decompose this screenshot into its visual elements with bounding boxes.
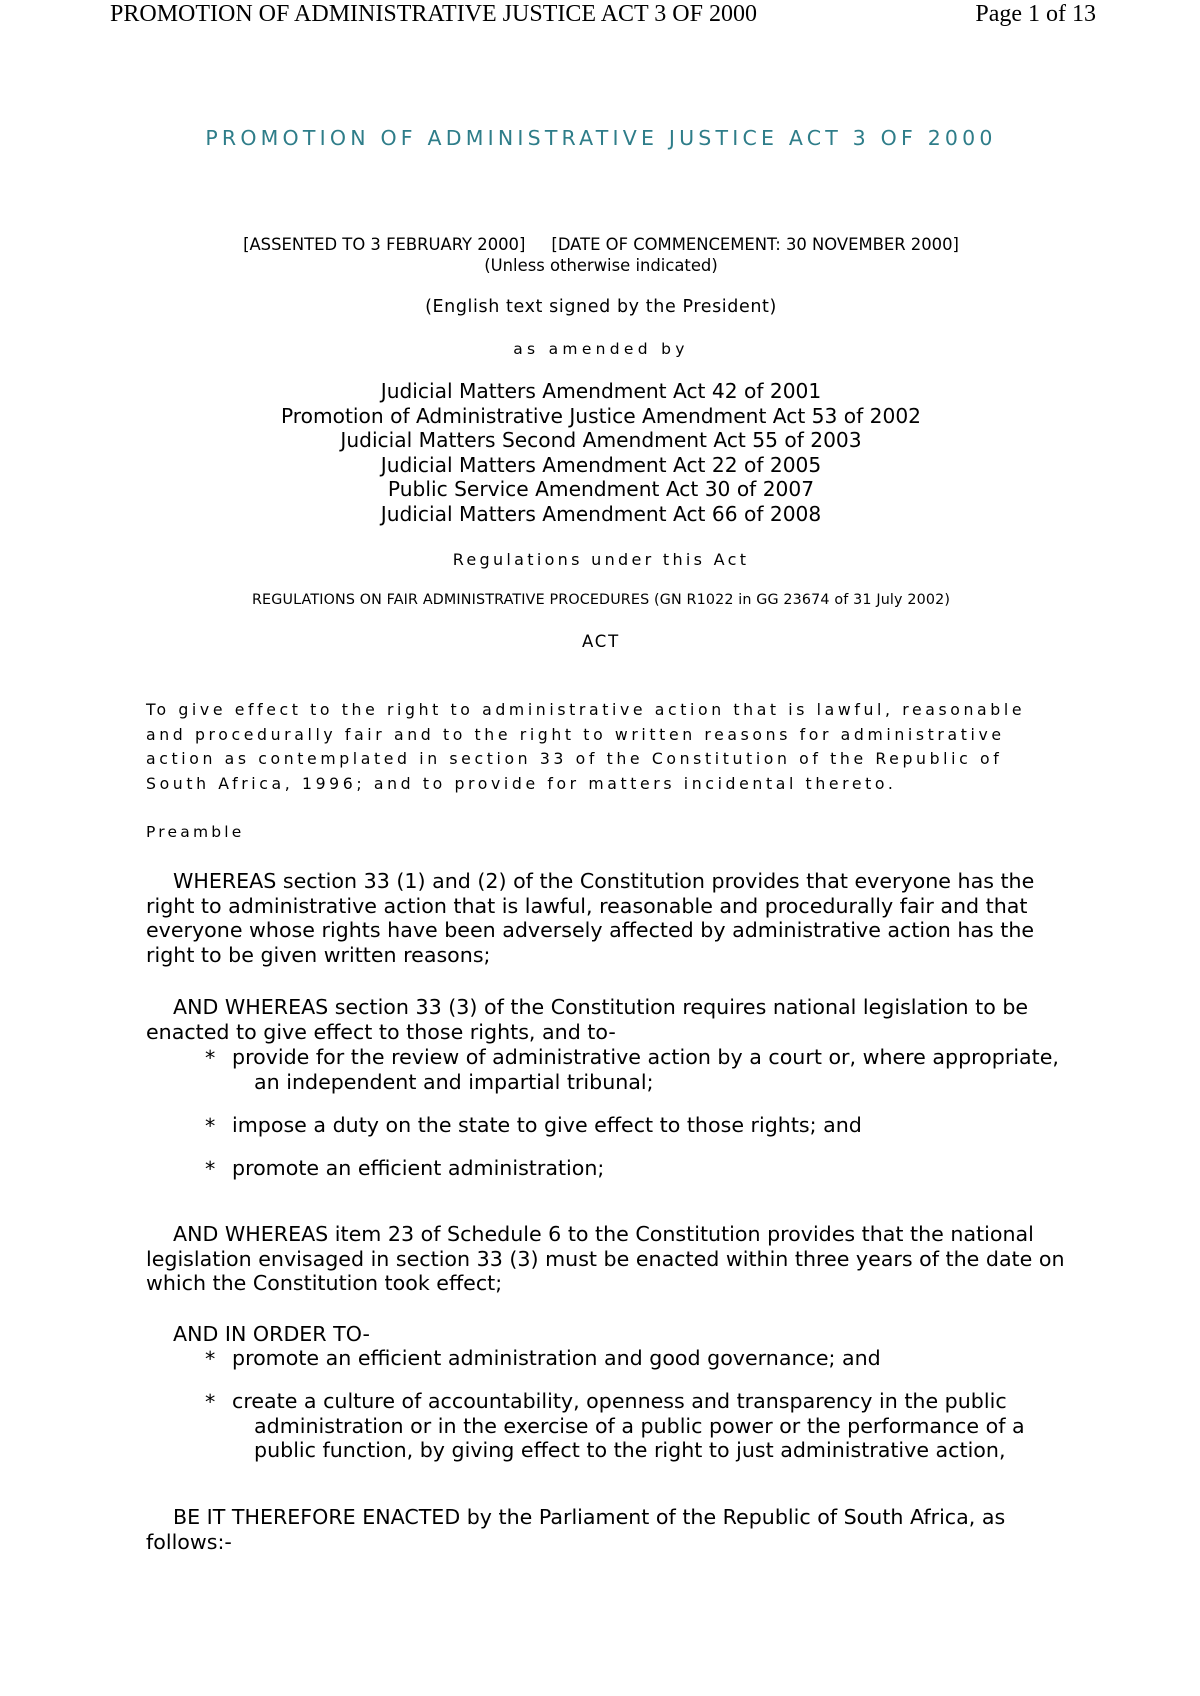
asterisk-icon: * [205,1347,216,1371]
preamble-paragraph [146,1222,1066,1296]
assent-note: (Unless otherwise indicated) [484,256,718,275]
paragraph-text: BE IT THEREFORE ENACTED by the Parliament of the Republic of South Africa, as follows:- [146,1505,1006,1554]
bullet-item [146,1389,1066,1463]
bullet-item [146,1113,1066,1138]
preamble-paragraph [146,1322,1066,1347]
amendment-item[interactable]: Judicial Matters Amendment Act 22 of 2005 [380,452,822,477]
bullet-text: impose a duty on the state to give effect to those rights; and [232,1113,862,1137]
regulations-heading: Regulations under this Act [452,550,750,569]
running-header [0,0,1200,34]
bullet-text: create a culture of accountability, openness and transparency in the public administration or in the exercise of a public power or the performance of a public function, by giving effect to the right to just administrative action, [232,1389,1025,1463]
act-label: ACT [582,632,620,651]
asterisk-icon: * [205,1046,216,1070]
paragraph-text: AND WHEREAS item 23 of Schedule 6 to the Constitution provides that the national legislation envisaged in section 33 (3) must be enacted within three years of the date on which the Constitution took effect; [146,1222,1065,1296]
asterisk-icon: * [205,1157,216,1181]
long-title: To give effect to the right to administrative action that is lawful, reasonable and procedurally fair and to the right to written reasons for administrative action as contemplated in section 33 of the Constitution of the Republic of South Africa, 1996; and to provide for matters incidental thereto. [146,700,1026,793]
paragraph-text: AND WHEREAS section 33 (3) of the Constitution requires national legislation to be enacted to give effect to those rights, and to- [146,995,1029,1044]
bullet-text: provide for the review of administrative action by a court or, where appropriate, an independent and impartial tribunal; [232,1045,1059,1094]
bullet-item [146,1346,1066,1371]
paragraph-text: WHEREAS section 33 (1) and (2) of the Constitution provides that everyone has the right to administrative action that is lawful, reasonable and procedurally fair and that everyone whose rights have been adversely affected by administrative action has the right to be given written reasons; [146,869,1035,967]
amendment-list [146,379,1056,527]
amendment-item[interactable]: Promotion of Administrative Justice Amendment Act 53 of 2002 [280,403,922,428]
amended-by-label: as amended by [513,340,689,358]
running-header-title: PROMOTION OF ADMINISTRATIVE JUSTICE ACT 3 OF 2000 [110,1,757,27]
amendment-item[interactable]: Judicial Matters Amendment Act 66 of 2008 [380,501,822,526]
asterisk-icon: * [205,1114,216,1138]
preamble-heading: Preamble [146,823,245,841]
signed-note: (English text signed by the President) [425,297,777,317]
bullet-item [146,1156,1066,1181]
amendment-item[interactable]: Public Service Amendment Act 30 of 2007 [387,477,815,502]
amendment-item[interactable]: Judicial Matters Second Amendment Act 55 of 2003 [340,428,862,453]
amendment-item[interactable]: Judicial Matters Amendment Act 42 of 2001 [380,379,822,403]
regulations-link[interactable]: REGULATIONS ON FAIR ADMINISTRATIVE PROCEDURES (GN R1022 in GG 23674 of 31 July 2002) [251,592,951,608]
preamble-paragraph [146,869,1066,967]
bullet-item [146,1045,1066,1094]
bullet-text: promote an efficient administration and good governance; and [232,1346,881,1370]
paragraph-text: AND IN ORDER TO- [173,1322,370,1346]
bullet-text: promote an efficient administration; [232,1156,605,1180]
preamble-paragraph [146,995,1066,1044]
asterisk-icon: * [205,1390,216,1414]
act-title: PROMOTION OF ADMINISTRATIVE JUSTICE ACT 3 OF 2000 [205,126,997,150]
enacting-clause [146,1505,1066,1554]
assent-dates: [ASSENTED TO 3 FEBRUARY 2000] [DATE OF COMMENCEMENT: 30 NOVEMBER 2000] [243,235,959,254]
page-number: Page 1 of 13 [975,1,1096,27]
